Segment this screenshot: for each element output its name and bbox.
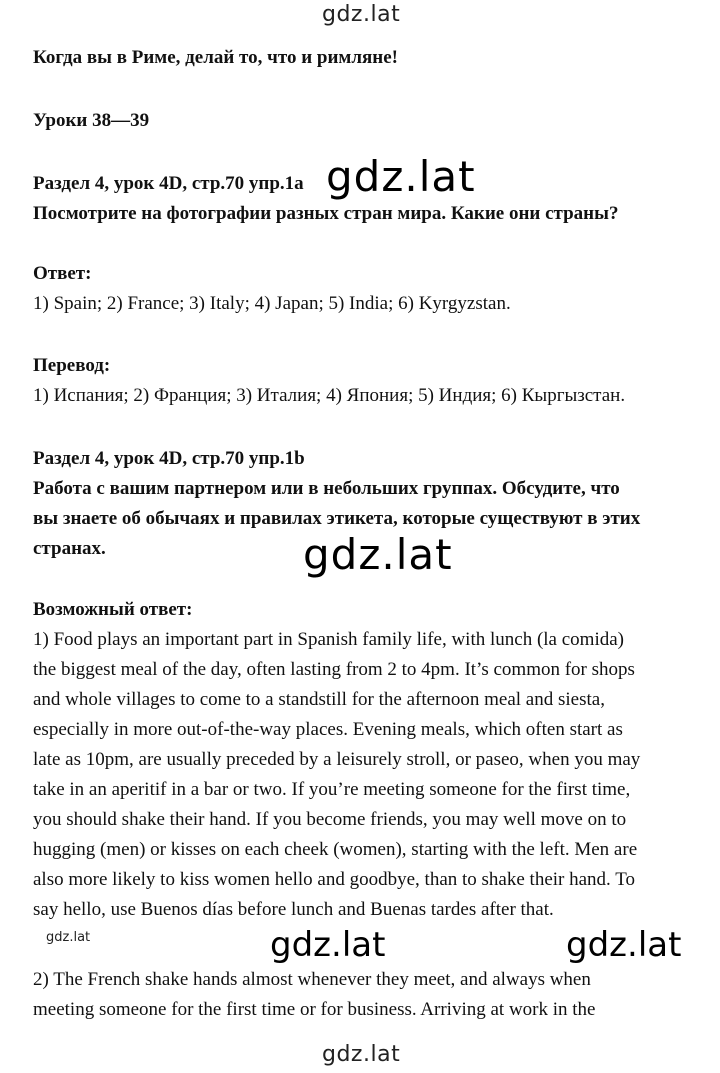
section2-heading: Раздел 4, урок 4D, стр.70 упр.1b [33,448,305,469]
answer-line: take in an aperitif in a bar or two. If you’re meeting someone for the first time, [33,779,631,800]
section2-task-line: Работа с вашим партнером или в небольших группах. Обсудите, что [33,478,620,499]
section1-answer-label: Ответ: [33,263,92,284]
section2-answer-label: Возможный ответ: [33,599,193,620]
answer-line: and whole villages to come to a standstill for the afternoon meal and siesta, [33,689,605,710]
watermark-big-1: gdz.lat [326,152,476,201]
answer-line: hugging (men) or kisses on each cheek (women), starting with the left. Men are [33,839,638,860]
watermark-big-2: gdz.lat [303,530,453,579]
section1-translation: 1) Испания; 2) Франция; 3) Италия; 4) Япония; 5) Индия; 6) Кыргызстан. [33,385,626,406]
page-title: Когда вы в Риме, делай то, что и римляне! [33,47,398,68]
answer-line: 1) Food plays an important part in Spanish family life, with lunch (la comida) [33,629,624,650]
answer-line: especially in more out-of-the-way places. Evening meals, which often start as [33,719,623,740]
lessons-heading: Уроки 38—39 [33,110,150,131]
answer-line: say hello, use Buenos días before lunch and Buenas tardes after that. [33,899,554,920]
section2-task-line: странах. [33,538,106,559]
answer-line: you should shake their hand. If you become friends, you may well move on to [33,809,627,830]
watermark-small-left: gdz.lat [46,930,91,945]
watermark-mid-center: gdz.lat [270,925,386,965]
watermark-top: gdz.lat [322,2,401,27]
watermark-mid-right: gdz.lat [566,925,682,965]
section2-task-line: вы знаете об обычаях и правилах этикета, которые существуют в этих [33,508,641,529]
answer-line: the biggest meal of the day, often lasting from 2 to 4pm. It’s common for shops [33,659,635,680]
section1-task: Посмотрите на фотографии разных стран мира. Какие они страны? [33,203,619,224]
answer2-line: meeting someone for the first time or for business. Arriving at work in the [33,999,596,1020]
answer2-line: 2) The French shake hands almost whenever they meet, and always when [33,969,591,990]
section1-heading: Раздел 4, урок 4D, стр.70 упр.1a [33,173,304,194]
answer-line: also more likely to kiss women hello and goodbye, than to shake their hand. To [33,869,635,890]
section1-translation-label: Перевод: [33,355,111,376]
answer-line: late as 10pm, are usually preceded by a leisurely stroll, or paseo, when you may [33,749,641,770]
section1-answer: 1) Spain; 2) France; 3) Italy; 4) Japan; 5) India; 6) Kyrgyzstan. [33,293,511,314]
watermark-bottom: gdz.lat [322,1042,401,1067]
